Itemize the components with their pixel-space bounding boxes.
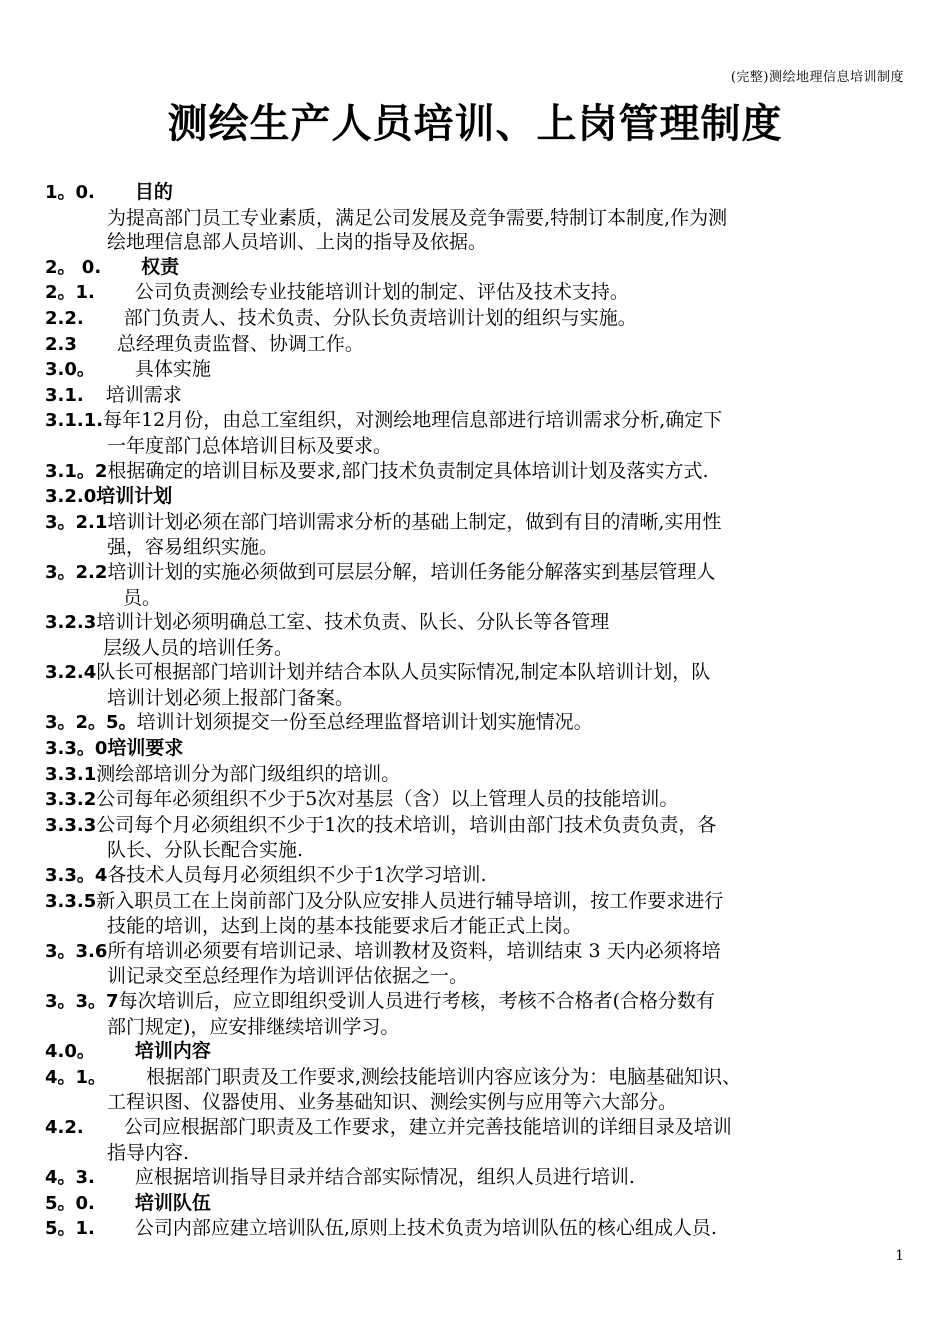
clause-text: 每年12月份，由总工室组织，对测绘地理信息部进行培训需求分析,确定下 [103, 409, 723, 432]
clause-number: 2.3 [45, 333, 77, 355]
clause-number: 3.1。2 [45, 460, 108, 482]
paragraph-line: 技能的培训，达到上岗的基本技能要求后才能正式上岗。 [107, 915, 583, 938]
page-number: 1 [895, 1248, 904, 1264]
clause [45, 710, 907, 736]
clause [45, 510, 907, 536]
paragraph-line: 绘地理信息部人员培训、上岗的指导及依据。 [107, 231, 488, 254]
clause-number: 3。3.6 [45, 940, 108, 962]
section-number: 3.2.0 [45, 486, 97, 508]
clause-number: 4。3. [45, 1167, 95, 1189]
section-number: 2。 0. [45, 256, 102, 278]
document-body [45, 180, 907, 1242]
clause [45, 408, 907, 434]
clause-number: 3。3。7 [45, 991, 119, 1012]
clause-number: 4。1。 [45, 1066, 107, 1088]
clause [45, 1165, 907, 1191]
paragraph-line: 部门规定)，应安排继续培训学习。 [107, 1015, 400, 1038]
clause-number: 3.3.3 [45, 814, 97, 836]
section-number: 4.0。 [45, 1041, 95, 1063]
paragraph-line: 培训计划必须上报部门备案。 [107, 686, 355, 709]
clause-number: 3.2.4 [45, 662, 97, 684]
section-title: 培训要求 [107, 737, 184, 760]
clause [45, 939, 907, 965]
clause-number: 3。2.2 [45, 561, 108, 583]
section-title: 培训队伍 [134, 1191, 211, 1214]
clause-number: 3.3.2 [45, 789, 97, 811]
clause-text: 部门负责人、技术负责、分队长负责培训计划的组织与实施。 [123, 306, 637, 329]
paragraph-line: 强，容易组织实施。 [107, 536, 279, 559]
section-heading [45, 484, 907, 510]
clause [45, 863, 907, 889]
clause [45, 660, 907, 686]
clause [45, 1065, 907, 1091]
clause-text: 所有培训必须要有培训记录、培训教材及资料，培训结束 3 天内必须将培 [107, 939, 721, 962]
clause [45, 383, 907, 409]
paragraph-line: 工程识图、仪器使用、业务基础知识、测绘实例与应用等六大部分。 [107, 1091, 678, 1114]
clause-number: 3。2。5。 [45, 712, 137, 734]
clause-text: 根据确定的培训目标及要求,部门技术负责制定具体培训计划及落实方式. [107, 459, 709, 482]
clause-text: 各技术人员每月必须组织不少于1次学习培训. [107, 864, 487, 887]
section-title: 目的 [134, 181, 173, 203]
clause-text: 测绘部培训分为部门级组织的培训。 [96, 762, 401, 785]
paragraph-line: 训记录交至总经理作为培训评估依据之一。 [107, 965, 469, 988]
clause [45, 280, 907, 306]
clause-text: 培训计划必须明确总工室、技术负责、队长、分队长等各管理 [96, 611, 610, 634]
clause-text: 培训计划的实施必须做到可层层分解，培训任务能分解落实到基层管理人 [107, 560, 716, 583]
paragraph-line: 员。 [123, 586, 162, 609]
section-number: 3.3。0 [45, 738, 108, 760]
section-number: 1。0. [45, 182, 95, 203]
clause-number: 3.1. [45, 384, 84, 406]
clause-text: 公司负责测绘专业技能培训计划的制定、评估及技术支持。 [134, 281, 629, 304]
section-number: 5。0. [45, 1192, 95, 1214]
clause-text: 公司每年必须组织不少于5次对基层（含）以上管理人员的技能培训。 [96, 788, 679, 811]
clause [45, 889, 907, 915]
clause [45, 610, 907, 636]
section-title: 培训计划 [96, 485, 173, 508]
section-heading [45, 1039, 907, 1065]
clause-text: 培训计划须提交一份至总经理监督培训计划实施情况。 [136, 711, 593, 734]
section-heading [45, 180, 907, 206]
clause-text: 队长可根据部门培训计划并结合本队人员实际情况,制定本队培训计划，队 [96, 661, 711, 684]
header-note: (完整)测绘地理信息培训制度 [730, 70, 904, 85]
section-number: 3.0。 [45, 359, 95, 381]
clause-number: 5。1. [45, 1218, 95, 1240]
page-title: 测绘生产人员培训、上岗管理制度 [167, 101, 783, 147]
clause-number: 2.2. [45, 307, 84, 329]
paragraph-line: 为提高部门员工专业素质，满足公司发展及竞争需要,特制订本制度,作为测 [107, 206, 728, 229]
paragraph-line: 指导内容. [107, 1141, 190, 1164]
paragraph-line: 队长、分队长配合实施. [107, 839, 304, 862]
clause-number: 3.1.1. [45, 410, 104, 432]
paragraph-line: 层级人员的培训任务。 [103, 636, 294, 659]
clause-text: 根据部门职责及工作要求,测绘技能培训内容应该分为：电脑基础知识、 [146, 1065, 742, 1088]
section-title: 具体实施 [134, 358, 211, 381]
clause [45, 1115, 907, 1141]
clause [45, 813, 907, 839]
clause-text: 每次培训后，应立即组织受训人员进行考核，考核不合格者(合格分数有 [118, 990, 715, 1012]
section-heading [45, 736, 907, 762]
clause [45, 787, 907, 813]
section-title: 权责 [141, 255, 180, 278]
section-heading [45, 1191, 907, 1217]
clause [45, 762, 907, 788]
clause [45, 332, 907, 358]
clause [45, 1216, 907, 1242]
clause [45, 560, 907, 586]
clause [45, 989, 907, 1015]
clause [45, 306, 907, 332]
clause-text: 新入职员工在上岗前部门及分队应安排人员进行辅导培训，按工作要求进行 [96, 889, 724, 912]
clause-number: 3.3.1 [45, 763, 97, 785]
clause-number: 3.3.5 [45, 890, 97, 912]
clause-number: 3.3。4 [45, 865, 108, 887]
clause-number: 3。2.1 [45, 511, 108, 533]
paragraph-line: 一年度部门总体培训目标及要求。 [107, 434, 393, 457]
clause-text: 公司内部应建立培训队伍,原则上技术负责为培训队伍的核心组成人员. [134, 1217, 717, 1240]
clause-text: 总经理负责监督、协调工作。 [116, 332, 364, 355]
clause-text: 公司应根据部门职责及工作要求，建立并完善技能培训的详细目录及培训 [123, 1115, 732, 1138]
clause-text: 公司每个月必须组织不少于1次的技术培训，培训由部门技术负责负责，各 [96, 813, 717, 836]
clause-number: 4.2. [45, 1116, 84, 1138]
clause-text: 培训需求 [105, 383, 182, 406]
clause-number: 2。1. [45, 282, 95, 304]
clause-text: 应根据培训指导目录并结合部实际情况，组织人员进行培训. [134, 1166, 635, 1189]
section-heading [45, 255, 907, 281]
clause-text: 培训计划必须在部门培训需求分析的基础上制定，做到有目的清晰,实用性 [107, 510, 722, 533]
section-title: 培训内容 [134, 1040, 211, 1063]
clause-number: 3.2.3 [45, 612, 97, 634]
section-heading [45, 357, 907, 383]
clause [45, 459, 907, 485]
